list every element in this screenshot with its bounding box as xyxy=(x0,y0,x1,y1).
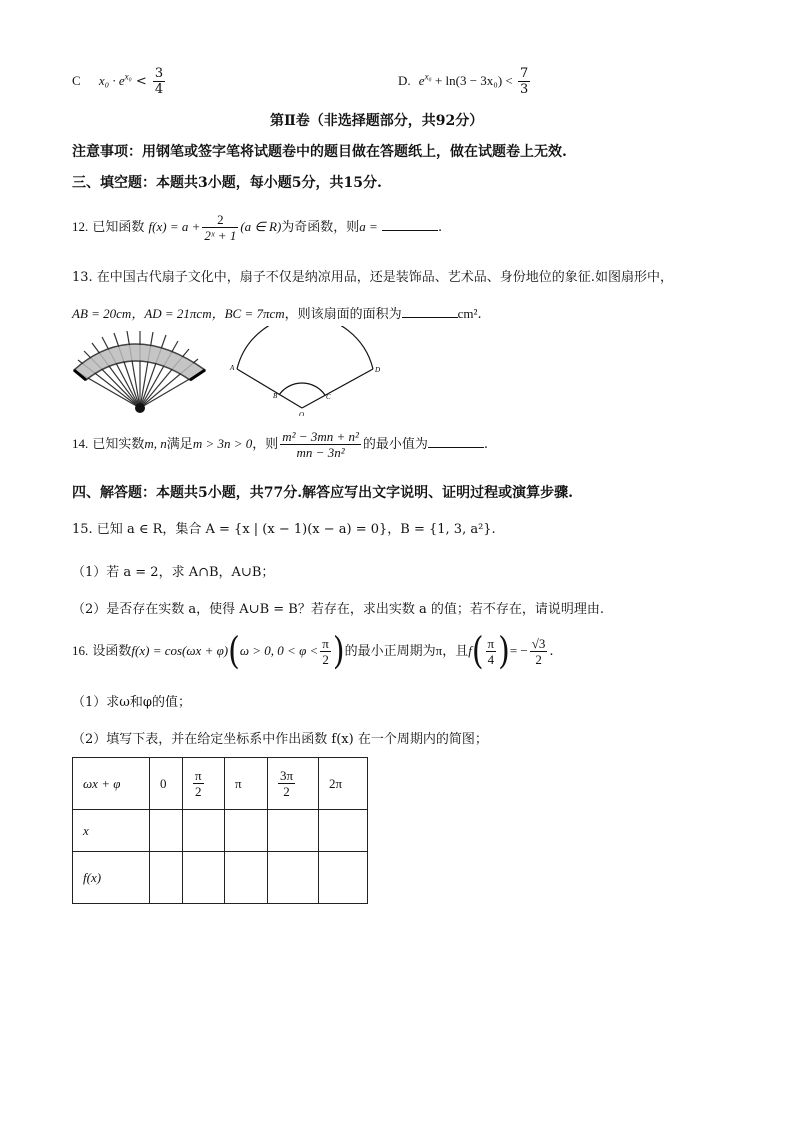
q15-line-1: 15. 已知 a ∈ R，集合 A = {x | (x − 1)(x − a) = 0}，B = {1, 3, a²}. xyxy=(72,522,496,537)
notice: 注意事项：用钢笔或签字笔将试题卷中的题目做在答题纸上，做在试题卷上无效. xyxy=(72,144,567,160)
q12-math-2: (a ∈ R) xyxy=(240,219,282,234)
option-d-label: D. xyxy=(398,73,411,88)
table-row-x xyxy=(73,810,368,852)
option-c-num: 3 xyxy=(154,66,164,81)
question-12 xyxy=(72,212,442,243)
q12-math-3: a = xyxy=(359,219,378,234)
option-c-den: 4 xyxy=(154,82,164,97)
q14-vars: m, n xyxy=(144,436,167,451)
section-3-heading: 三、填空题：本题共3小题，每小题5分，共15分. xyxy=(72,175,382,191)
q12-answer-blank[interactable] xyxy=(382,218,438,231)
q14-answer-blank[interactable] xyxy=(428,435,484,448)
table-cell-3pi-2-num: 3π xyxy=(280,768,294,783)
part2-title: 第Ⅱ卷（非选择题部分，共92分） xyxy=(270,113,484,129)
q16-number: 16. xyxy=(72,643,89,658)
q16-paren-close: ) xyxy=(332,629,345,673)
q14-text-3: ，则 xyxy=(252,437,279,452)
q12-frac-num: 2 xyxy=(202,212,238,228)
q14-text-4: 的最小值为 xyxy=(362,437,428,452)
q16-pi-over-2 xyxy=(320,636,331,667)
q13-line-2 xyxy=(72,303,482,322)
q14-end: . xyxy=(483,437,489,452)
q16-text-2: 的最小正周期为 xyxy=(344,644,436,659)
q16-end: . xyxy=(549,644,554,659)
option-c-label: C xyxy=(72,73,81,88)
q15-part-2: （2）是否存在实数 a，使得 A∪B = B？若存在，求出实数 a 的值；若不存在，请说明理由. xyxy=(72,602,604,617)
inner-arc xyxy=(279,383,325,395)
section-4-heading: 四、解答题：本题共5小题，共77分.解答应写出文字说明、证明过程或演算步骤. xyxy=(72,485,573,501)
q16-paren-open-2: ( xyxy=(471,629,484,673)
q16-two-2: 2 xyxy=(535,652,542,667)
q16-paren-close-2: ) xyxy=(498,629,510,673)
label-c: C xyxy=(326,393,331,401)
option-d-fraction xyxy=(518,66,530,97)
table-blank-cell[interactable] xyxy=(225,810,268,852)
q16-root-fraction xyxy=(530,636,548,667)
question-16 xyxy=(72,629,554,673)
q12-text-2: 为奇函数，则 xyxy=(281,220,360,235)
q15-part-1: （1）若 a = 2，求 A∩B，A∪B； xyxy=(72,565,275,580)
option-d-num: 7 xyxy=(519,66,529,81)
q13-text: ，则该扇面的面积为 xyxy=(284,307,402,322)
option-d-sup: x₀ xyxy=(424,71,432,82)
q16-period: π xyxy=(435,643,443,658)
table-row-x-label: x xyxy=(73,810,150,852)
q12-fraction xyxy=(202,212,238,243)
option-d xyxy=(398,66,532,97)
table-row-fx-label: f(x) xyxy=(73,852,150,904)
table-cell-3pi-2-den: 2 xyxy=(283,784,290,799)
q13-answer-blank[interactable] xyxy=(402,305,458,318)
q14-text-2: 满足 xyxy=(166,437,193,452)
q16-function: f(x) = cos(ωx + φ) xyxy=(131,643,229,658)
q12-text-1: 已知函数 xyxy=(92,220,145,235)
table-blank-cell[interactable] xyxy=(319,810,368,852)
question-14 xyxy=(72,429,488,460)
option-c-fraction xyxy=(153,66,165,97)
q12-frac-den: 2ˣ + 1 xyxy=(204,228,237,243)
table-cell-2pi: 2π xyxy=(319,758,368,810)
value-table xyxy=(72,757,368,904)
q12-math-1: f(x) = a + xyxy=(148,219,201,234)
table-cell-0: 0 xyxy=(150,758,183,810)
q16-text-1: 设函数 xyxy=(92,644,132,659)
q14-fraction xyxy=(280,429,361,460)
table-blank-cell[interactable] xyxy=(225,852,268,904)
table-blank-cell[interactable] xyxy=(150,852,183,904)
q13-end: . xyxy=(477,307,482,322)
q16-pi-over-4 xyxy=(486,636,497,667)
q14-text-1: 已知实数 xyxy=(92,437,145,452)
q16-part-1: （1）求ω和φ的值； xyxy=(72,695,191,710)
q16-four: 4 xyxy=(487,652,495,667)
q14-frac-den: mn − 3n² xyxy=(296,445,345,460)
outer-arc xyxy=(237,326,373,369)
table-row-header-label: ωx + φ xyxy=(73,758,150,810)
q16-equals: = − xyxy=(509,643,528,658)
label-b: B xyxy=(273,392,278,400)
q16-two: 2 xyxy=(322,652,329,667)
right-radius xyxy=(302,369,373,408)
q16-f: f xyxy=(468,643,472,658)
option-c xyxy=(72,66,167,97)
sector-diagram xyxy=(226,326,386,416)
q14-condition: m > 3n > 0 xyxy=(192,436,253,451)
table-cell-pi-2-den: 2 xyxy=(195,784,202,799)
q13-math: AB = 20cm，AD = 21πcm，BC = 7πcm xyxy=(72,306,285,321)
table-cell-pi-2-num: π xyxy=(195,768,202,783)
q13-line-1: 13. 在中国古代扇子文化中，扇子不仅是纳凉用品，还是装饰品、艺术品、身份地位的象征.如图扇形中， xyxy=(72,270,673,285)
left-radius xyxy=(237,369,302,408)
option-c-rel: < xyxy=(131,74,151,89)
q16-root: √3 xyxy=(531,636,546,651)
q14-number: 14. xyxy=(72,436,89,451)
label-d: D xyxy=(375,366,381,374)
table-cell-pi: π xyxy=(225,758,268,810)
option-d-mid: + ln(3 − 3x₀) < xyxy=(431,73,516,88)
table-blank-cell[interactable] xyxy=(183,810,225,852)
label-o: O xyxy=(299,411,305,416)
option-c-lhs: x₀ · e xyxy=(98,73,125,88)
q12-end: . xyxy=(437,220,443,235)
q12-number: 12. xyxy=(72,219,89,234)
option-d-den: 3 xyxy=(519,82,529,97)
q16-condition: ω > 0, 0 < φ < xyxy=(239,643,319,658)
q16-pi: π xyxy=(322,636,329,651)
table-blank-cell[interactable] xyxy=(183,852,225,904)
table-cell-3pi-2 xyxy=(268,758,319,810)
table-cell-pi-2 xyxy=(183,758,225,810)
q16-paren-open: ( xyxy=(228,629,240,673)
table-row-fx xyxy=(73,852,368,904)
option-c-sup: x₀ xyxy=(124,71,132,82)
q13-unit: cm² xyxy=(457,306,478,321)
q16-part-2: （2）填写下表，并在给定坐标系中作出函数 f(x) 在一个周期内的简图； xyxy=(72,732,488,747)
table-blank-cell[interactable] xyxy=(268,810,319,852)
q16-pi-2: π xyxy=(487,636,495,651)
table-blank-cell[interactable] xyxy=(319,852,368,904)
q14-frac-num: m² − 3mn + n² xyxy=(282,429,359,444)
q16-text-3: ，且 xyxy=(442,644,469,659)
option-d-lhs: e xyxy=(418,73,425,88)
fan-pivot xyxy=(135,403,145,413)
folding-fan-image xyxy=(72,330,212,415)
table-blank-cell[interactable] xyxy=(268,852,319,904)
table-blank-cell[interactable] xyxy=(150,810,183,852)
table-row-header xyxy=(73,758,368,810)
label-a: A xyxy=(230,364,235,372)
